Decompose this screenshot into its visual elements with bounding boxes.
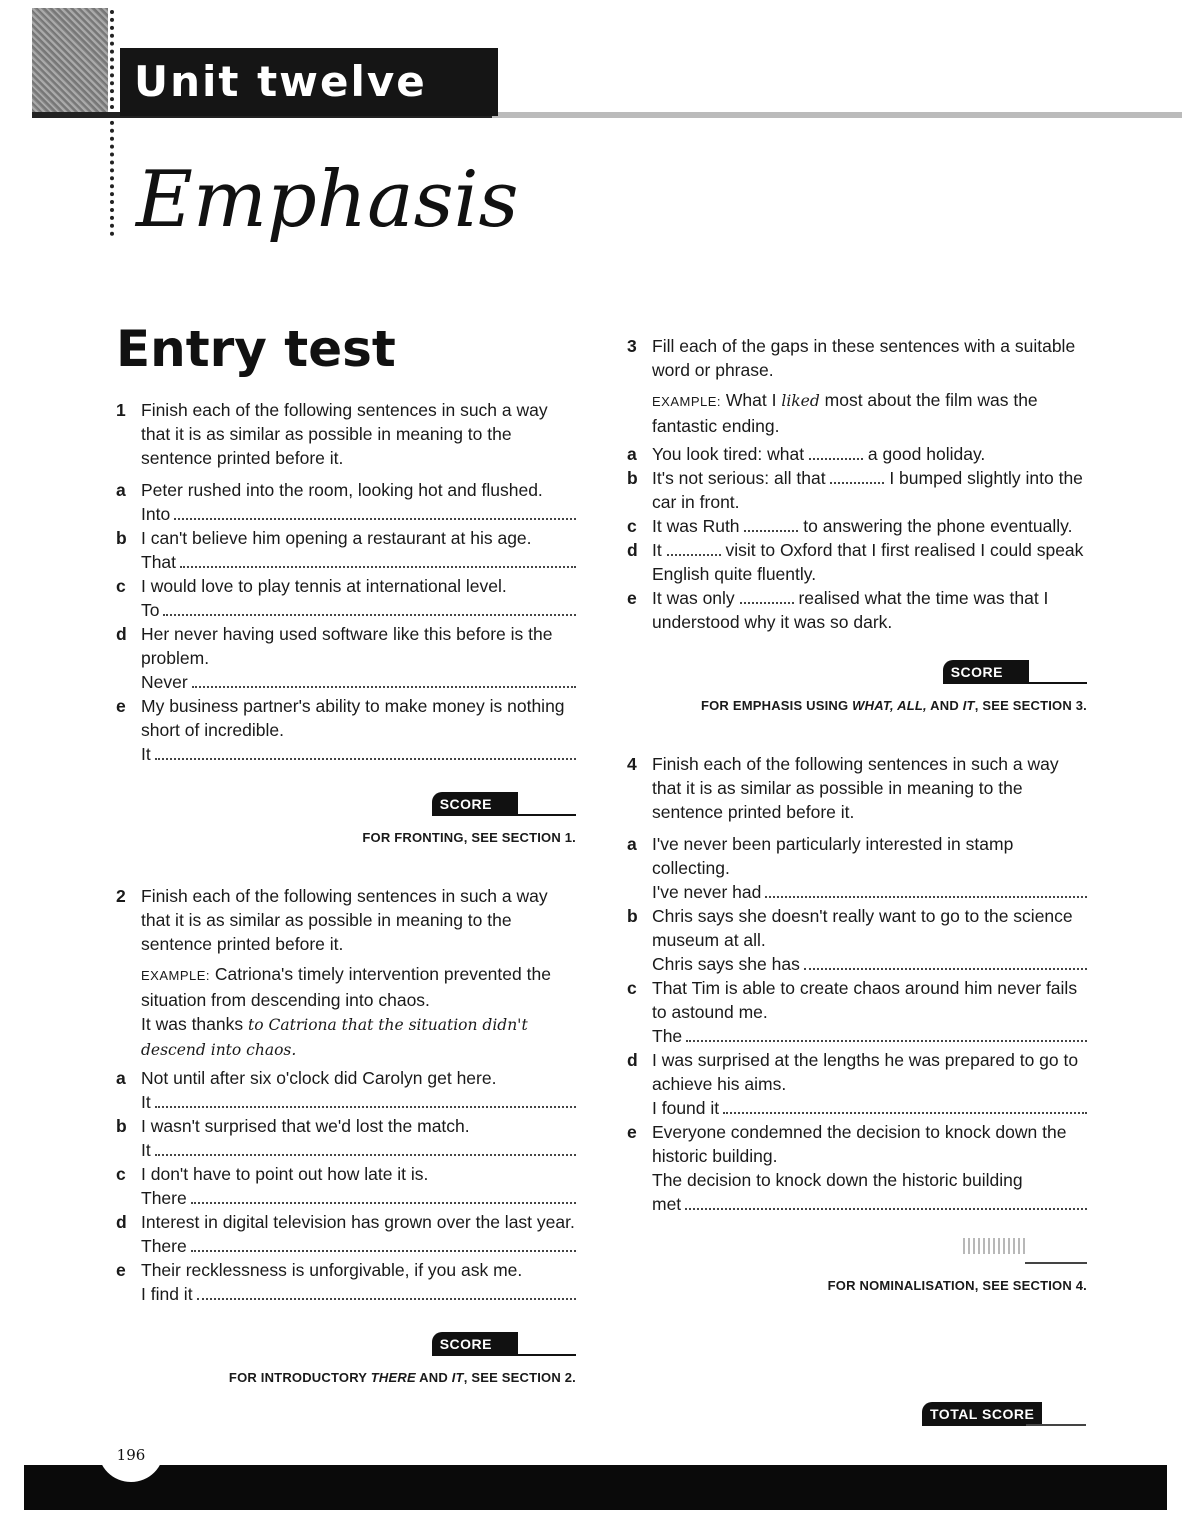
ref-italic: IT bbox=[451, 1370, 464, 1385]
item-sentence: My business partner's ability to make money is nothing short of incredible. bbox=[141, 696, 565, 740]
test-item bbox=[627, 538, 1087, 586]
sentence-end: I bumped slightly into the car in front. bbox=[652, 468, 1083, 512]
ref-italic: THERE bbox=[370, 1370, 416, 1385]
answer-blank[interactable] bbox=[155, 1090, 576, 1108]
item-sentence: Chris says she doesn't really want to go to the science museum at all. bbox=[652, 906, 1073, 950]
score-field[interactable] bbox=[1011, 660, 1087, 684]
item-letter: d bbox=[627, 1050, 638, 1070]
item-sentence: I was surprised at the lengths he was prepared to go to achieve his aims. bbox=[652, 1050, 1079, 1094]
answer-blank[interactable] bbox=[765, 880, 1087, 898]
item-letter: b bbox=[627, 468, 638, 488]
question-1-items bbox=[116, 478, 576, 766]
example-answer: to Catriona that the situation didn't descend into chaos. bbox=[141, 1016, 528, 1059]
example-label: EXAMPLE: bbox=[652, 394, 722, 409]
test-item bbox=[116, 478, 576, 526]
example-label: EXAMPLE: bbox=[141, 968, 211, 983]
ref-italic: IT bbox=[962, 698, 975, 713]
answer-stem: It bbox=[141, 1140, 151, 1160]
score-badge: SCORE bbox=[432, 1332, 500, 1356]
item-letter: d bbox=[116, 1212, 127, 1232]
question-prompt: Finish each of the following sentences in such a way that it is as similar as possible in meaning to the sentence printed before it. bbox=[141, 886, 548, 954]
answer-stem: To bbox=[141, 600, 160, 620]
answer-blank[interactable] bbox=[804, 952, 1087, 970]
item-letter: d bbox=[116, 624, 127, 644]
item-letter: e bbox=[627, 588, 637, 608]
item-letter: c bbox=[627, 978, 637, 998]
section-reference-3 bbox=[627, 694, 1087, 718]
test-item bbox=[116, 574, 576, 622]
item-letter: b bbox=[627, 906, 638, 926]
answer-line[interactable] bbox=[141, 1090, 576, 1114]
answer-line[interactable] bbox=[141, 502, 576, 526]
answer-stem: There bbox=[141, 1188, 187, 1208]
example-text: most about the film was the fantastic ending. bbox=[652, 390, 1038, 436]
question-prompt: Finish each of the following sentences in such a way that it is as similar as possible in meaning to the sentence printed before it. bbox=[141, 400, 548, 468]
score-badge: SCORE bbox=[432, 792, 500, 816]
item-sentence: I wasn't surprised that we'd lost the match. bbox=[141, 1116, 470, 1136]
score-box-1[interactable] bbox=[116, 788, 576, 818]
question-4-items bbox=[627, 832, 1087, 1216]
left-column bbox=[116, 398, 576, 1390]
answer-blank[interactable] bbox=[686, 1024, 1087, 1042]
answer-line[interactable] bbox=[141, 1234, 576, 1258]
answer-stem: met bbox=[652, 1194, 682, 1214]
item-sentence bbox=[652, 442, 1087, 466]
example bbox=[627, 388, 1087, 438]
answer-blank[interactable] bbox=[192, 670, 576, 688]
answer-blank[interactable] bbox=[191, 1186, 576, 1204]
item-letter: a bbox=[116, 1068, 126, 1088]
item-letter: a bbox=[116, 480, 126, 500]
item-letter: b bbox=[116, 528, 127, 548]
item-sentence: Not until after six o'clock did Carolyn get here. bbox=[141, 1068, 497, 1088]
question-4 bbox=[627, 752, 1087, 824]
answer-blank[interactable] bbox=[197, 1282, 576, 1300]
answer-stem: There bbox=[141, 1236, 187, 1256]
score-field[interactable] bbox=[1025, 1262, 1087, 1264]
answer-blank[interactable] bbox=[155, 742, 576, 760]
item-sentence: Peter rushed into the room, looking hot and flushed. bbox=[141, 480, 543, 500]
question-number: 1 bbox=[116, 400, 126, 420]
item-sentence: Their recklessness is unforgivable, if you ask me. bbox=[141, 1260, 523, 1280]
test-item bbox=[116, 1258, 576, 1306]
test-item bbox=[116, 1114, 576, 1162]
item-sentence bbox=[652, 586, 1087, 634]
test-item bbox=[627, 442, 1087, 466]
test-item bbox=[116, 1210, 576, 1258]
example-text: What I bbox=[725, 390, 777, 410]
sentence-end: realised what the time was that I understood why it was so dark. bbox=[652, 588, 1049, 632]
question-number: 2 bbox=[116, 886, 126, 906]
total-score-field[interactable] bbox=[1026, 1424, 1086, 1426]
answer-line[interactable] bbox=[652, 1192, 1087, 1216]
answer-stem: I've never had bbox=[652, 882, 762, 902]
answer-line[interactable] bbox=[141, 742, 576, 766]
answer-line[interactable] bbox=[141, 1282, 576, 1306]
test-item bbox=[627, 904, 1087, 976]
example-text: Catriona's timely intervention prevented the situation from descending into chaos. bbox=[141, 964, 551, 1010]
test-item bbox=[627, 832, 1087, 904]
ref-text: , SEE SECTION 2. bbox=[463, 1370, 576, 1385]
gap-blank[interactable] bbox=[830, 468, 884, 484]
answer-stem: I find it bbox=[141, 1284, 193, 1304]
answer-line[interactable] bbox=[652, 1096, 1087, 1120]
answer-stem: Never bbox=[141, 672, 188, 692]
item-sentence: That Tim is able to create chaos around him never fails to astound me. bbox=[652, 978, 1078, 1022]
section-title: Entry test bbox=[116, 320, 396, 378]
section-reference-4: FOR NOMINALISATION, SEE SECTION 4. bbox=[827, 1278, 1087, 1293]
gap-blank[interactable] bbox=[744, 516, 798, 532]
test-item bbox=[627, 1120, 1087, 1216]
ref-text: AND bbox=[419, 1370, 448, 1385]
ref-text: , SEE SECTION 3. bbox=[974, 698, 1087, 713]
answer-line[interactable] bbox=[652, 880, 1087, 904]
item-letter: c bbox=[116, 1164, 126, 1184]
answer-line[interactable] bbox=[141, 1186, 576, 1210]
answer-blank[interactable] bbox=[163, 598, 576, 616]
test-item bbox=[116, 1162, 576, 1210]
answer-stem-line: The decision to knock down the historic building bbox=[652, 1170, 1023, 1190]
item-letter: c bbox=[116, 576, 126, 596]
item-sentence: I don't have to point out how late it is. bbox=[141, 1164, 429, 1184]
question-prompt: Fill each of the gaps in these sentences with a suitable word or phrase. bbox=[652, 336, 1076, 380]
item-letter: a bbox=[627, 834, 637, 854]
sentence-start: You look tired: what bbox=[652, 444, 805, 464]
example-answer: liked bbox=[781, 392, 820, 410]
score-field[interactable] bbox=[500, 792, 576, 816]
item-sentence: Her never having used software like this before is the problem. bbox=[141, 624, 553, 668]
item-letter: e bbox=[116, 1260, 126, 1280]
answer-blank[interactable] bbox=[174, 502, 576, 520]
right-column bbox=[627, 334, 1087, 1298]
test-item bbox=[627, 976, 1087, 1048]
example-answer-start: It was thanks bbox=[141, 1014, 244, 1034]
test-item bbox=[116, 526, 576, 574]
sentence-start: It was Ruth bbox=[652, 516, 740, 536]
answer-stem: The bbox=[652, 1026, 683, 1046]
answer-stem: Chris says she has bbox=[652, 954, 800, 974]
item-letter: a bbox=[627, 444, 637, 464]
score-box-4[interactable] bbox=[627, 1236, 1087, 1266]
score-badge: SCORE bbox=[943, 660, 1011, 684]
item-sentence: Everyone condemned the decision to knock down the historic building. bbox=[652, 1122, 1067, 1166]
answer-blank[interactable] bbox=[180, 550, 576, 568]
item-letter: e bbox=[627, 1122, 637, 1142]
test-item bbox=[627, 466, 1087, 514]
sentence-end: to answering the phone eventually. bbox=[803, 516, 1073, 536]
answer-blank[interactable] bbox=[723, 1096, 1087, 1114]
answer-stem: That bbox=[141, 552, 177, 572]
ref-text: FOR EMPHASIS USING bbox=[700, 698, 849, 713]
item-letter: d bbox=[627, 540, 638, 560]
answer-stem: It bbox=[141, 744, 151, 764]
question-1 bbox=[116, 398, 576, 470]
answer-blank[interactable] bbox=[155, 1138, 576, 1156]
section-reference-2 bbox=[116, 1366, 576, 1390]
answer-blank[interactable] bbox=[685, 1192, 1087, 1210]
ref-text: FOR INTRODUCTORY bbox=[228, 1370, 367, 1385]
item-sentence bbox=[652, 514, 1087, 538]
footer-bar bbox=[24, 1465, 1167, 1510]
score-box-2[interactable] bbox=[116, 1328, 576, 1358]
question-3 bbox=[627, 334, 1087, 382]
test-item bbox=[116, 1066, 576, 1114]
ref-italic: WHAT, ALL, bbox=[852, 698, 927, 713]
test-item bbox=[116, 694, 576, 766]
test-item bbox=[627, 1048, 1087, 1120]
question-prompt: Finish each of the following sentences in such a way that it is as similar as possible in meaning to the sentence printed before it. bbox=[652, 754, 1059, 822]
item-sentence: I would love to play tennis at international level. bbox=[141, 576, 507, 596]
item-sentence bbox=[652, 466, 1087, 514]
item-letter: b bbox=[116, 1116, 127, 1136]
test-item bbox=[627, 514, 1087, 538]
item-sentence bbox=[652, 538, 1087, 586]
test-item bbox=[627, 586, 1087, 634]
score-box-3[interactable] bbox=[627, 656, 1087, 686]
answer-line[interactable] bbox=[652, 952, 1087, 976]
sentence-start: It bbox=[652, 540, 662, 560]
corner-texture bbox=[32, 8, 108, 118]
item-letter: e bbox=[116, 696, 126, 716]
gap-blank[interactable] bbox=[809, 444, 863, 460]
answer-stem: I found it bbox=[652, 1098, 720, 1118]
question-number: 4 bbox=[627, 754, 637, 774]
item-sentence: I've never been particularly interested in stamp collecting. bbox=[652, 834, 1014, 878]
score-field[interactable] bbox=[500, 1332, 576, 1356]
answer-line[interactable] bbox=[141, 598, 576, 622]
question-3-items bbox=[627, 442, 1087, 634]
faded-score-badge bbox=[963, 1238, 1025, 1254]
sentence-end: visit to Oxford that I first realised I could speak English quite fluently. bbox=[652, 540, 1084, 584]
section-reference-1: FOR FRONTING, SEE SECTION 1. bbox=[362, 830, 576, 845]
chapter-title: Emphasis bbox=[136, 155, 519, 245]
question-2 bbox=[116, 884, 576, 956]
answer-stem: It bbox=[141, 1092, 151, 1112]
answer-line[interactable] bbox=[141, 550, 576, 574]
ref-text: AND bbox=[930, 698, 959, 713]
item-sentence: Interest in digital television has grown over the last year. bbox=[141, 1212, 575, 1232]
answer-line[interactable] bbox=[652, 1024, 1087, 1048]
dotted-vertical-rule bbox=[110, 10, 114, 236]
total-score-badge: TOTAL SCORE bbox=[922, 1402, 1042, 1426]
answer-blank[interactable] bbox=[191, 1234, 576, 1252]
gap-blank[interactable] bbox=[667, 540, 721, 556]
unit-title: Unit twelve bbox=[134, 57, 427, 106]
page-number: 196 bbox=[116, 1446, 146, 1464]
answer-line[interactable] bbox=[141, 670, 576, 694]
item-sentence: I can't believe him opening a restaurant at his age. bbox=[141, 528, 532, 548]
sentence-start: It's not serious: all that bbox=[652, 468, 826, 488]
gap-blank[interactable] bbox=[740, 588, 794, 604]
question-number: 3 bbox=[627, 336, 637, 356]
sentence-end: a good holiday. bbox=[867, 444, 986, 464]
question-2-items bbox=[116, 1066, 576, 1306]
answer-stem: Into bbox=[141, 504, 171, 524]
example bbox=[116, 962, 576, 1062]
test-item bbox=[116, 622, 576, 694]
sentence-start: It was only bbox=[652, 588, 735, 608]
item-letter: c bbox=[627, 516, 637, 536]
answer-line[interactable] bbox=[141, 1138, 576, 1162]
